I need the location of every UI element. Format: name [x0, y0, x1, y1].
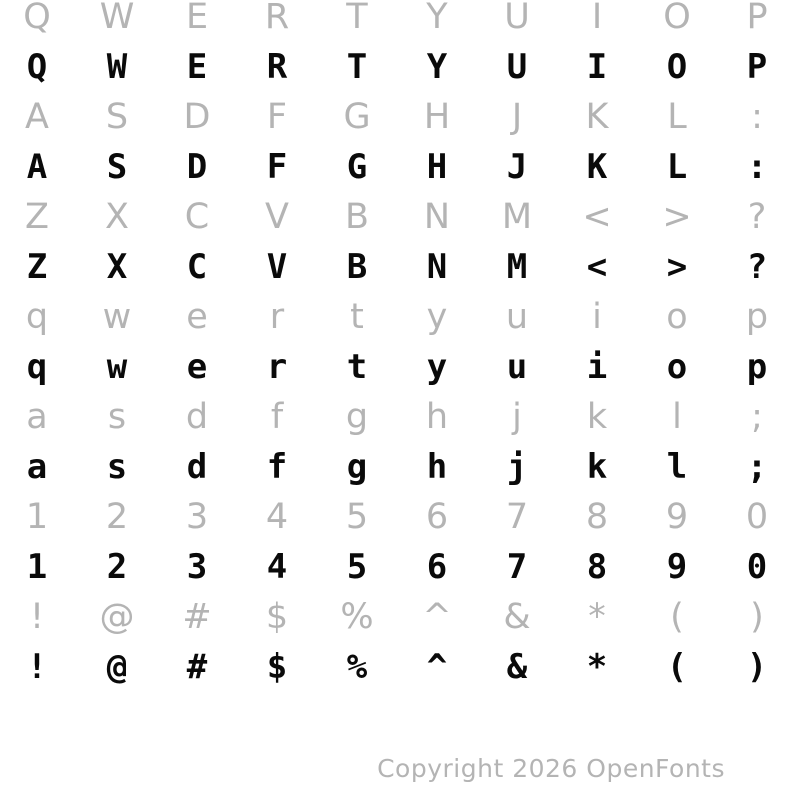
glyph-cell: T: [346, 47, 368, 87]
glyph-cell: f: [266, 447, 288, 487]
glyph-cell: C: [184, 197, 210, 237]
glyph-cell: E: [185, 0, 209, 37]
glyph-cell: ?: [747, 197, 767, 237]
glyph-cell: 2: [105, 497, 129, 537]
glyph-cell: d: [186, 447, 208, 487]
glyph-row-10-reference: [0, 492, 800, 542]
glyph-cell: P: [746, 47, 768, 87]
glyph-cell: 8: [586, 547, 608, 587]
glyph-row-5-preview: [0, 242, 800, 292]
glyph-cell: q: [25, 297, 49, 337]
glyph-cell: T: [346, 0, 368, 37]
glyph-cell: 1: [25, 497, 49, 537]
glyph-cell: #: [182, 597, 212, 637]
glyph-cell: j: [512, 397, 522, 437]
glyph-row-9-preview: [0, 442, 800, 492]
glyph-cell: $: [266, 647, 288, 687]
glyph-cell: y: [426, 347, 448, 387]
glyph-cell: Q: [26, 47, 48, 87]
glyph-cell: u: [505, 297, 529, 337]
glyph-cell: ;: [746, 447, 768, 487]
glyph-cell: ^: [426, 647, 448, 687]
glyph-cell: A: [25, 97, 49, 137]
glyph-cell: @: [99, 597, 135, 637]
glyph-cell: O: [666, 47, 688, 87]
glyph-cell: X: [106, 247, 128, 287]
glyph-cell: K: [586, 147, 608, 187]
glyph-cell: (: [670, 597, 684, 637]
glyph-cell: H: [426, 147, 448, 187]
glyph-cell: ?: [746, 247, 768, 287]
glyph-cell: d: [185, 397, 209, 437]
glyph-cell: J: [506, 147, 528, 187]
glyph-cell: s: [107, 397, 127, 437]
glyph-cell: #: [186, 647, 208, 687]
glyph-cell: h: [425, 397, 449, 437]
glyph-cell: O: [663, 0, 691, 37]
glyph-row-11-preview: [0, 542, 800, 592]
glyph-cell: ^: [422, 597, 452, 637]
glyph-cell: V: [266, 247, 288, 287]
glyph-cell: C: [186, 247, 208, 287]
glyph-cell: g: [346, 447, 368, 487]
glyph-cell: e: [186, 347, 208, 387]
glyph-cell: M: [506, 247, 528, 287]
glyph-cell: U: [504, 0, 530, 37]
glyph-cell: p: [745, 297, 769, 337]
glyph-cell: 0: [745, 497, 769, 537]
glyph-cell: (: [666, 647, 688, 687]
glyph-cell: ): [746, 647, 768, 687]
glyph-cell: Y: [426, 0, 448, 37]
glyph-row-0-reference: [0, 0, 800, 42]
glyph-cell: N: [423, 197, 451, 237]
glyph-cell: s: [106, 447, 128, 487]
glyph-row-7-preview: [0, 342, 800, 392]
glyph-cell: S: [105, 97, 129, 137]
glyph-cell: k: [586, 447, 608, 487]
glyph-cell: t: [350, 297, 364, 337]
glyph-cell: >: [662, 197, 692, 237]
glyph-cell: i: [586, 347, 608, 387]
glyph-cell: Q: [23, 0, 51, 37]
glyph-cell: L: [667, 97, 687, 137]
glyph-row-3-preview: [0, 142, 800, 192]
glyph-cell: i: [592, 297, 602, 337]
glyph-cell: B: [344, 197, 369, 237]
glyph-cell: I: [591, 0, 603, 37]
glyph-cell: ;: [751, 397, 763, 437]
glyph-cell: !: [26, 647, 48, 687]
glyph-cell: w: [106, 347, 128, 387]
glyph-cell: &: [503, 597, 531, 637]
glyph-cell: Z: [26, 247, 48, 287]
glyph-cell: F: [266, 147, 288, 187]
glyph-cell: g: [345, 397, 369, 437]
glyph-cell: L: [666, 147, 688, 187]
glyph-cell: Z: [25, 197, 49, 237]
glyph-cell: f: [270, 397, 284, 437]
glyph-cell: A: [26, 147, 48, 187]
glyph-cell: 9: [666, 547, 688, 587]
glyph-cell: <: [586, 247, 608, 287]
glyph-cell: W: [99, 0, 135, 37]
glyph-cell: R: [264, 0, 290, 37]
glyph-cell: *: [586, 647, 608, 687]
glyph-cell: G: [343, 97, 371, 137]
glyph-cell: D: [183, 97, 211, 137]
glyph-cell: w: [102, 297, 132, 337]
glyph-cell: J: [511, 97, 523, 137]
glyph-cell: 7: [505, 497, 529, 537]
glyph-cell: l: [672, 397, 682, 437]
glyph-cell: y: [426, 297, 448, 337]
glyph-cell: 6: [425, 497, 449, 537]
glyph-cell: >: [666, 247, 688, 287]
glyph-cell: 0: [746, 547, 768, 587]
glyph-row-2-reference: [0, 92, 800, 142]
glyph-cell: <: [582, 197, 612, 237]
glyph-cell: F: [266, 97, 288, 137]
glyph-cell: S: [106, 147, 128, 187]
glyph-cell: 7: [506, 547, 528, 587]
glyph-row-6-reference: [0, 292, 800, 342]
glyph-cell: p: [746, 347, 768, 387]
glyph-cell: V: [265, 197, 289, 237]
glyph-cell: %: [346, 647, 368, 687]
glyph-cell: o: [666, 347, 688, 387]
glyph-cell: @: [106, 647, 128, 687]
glyph-cell: k: [586, 397, 608, 437]
glyph-cell: q: [26, 347, 48, 387]
glyph-cell: 8: [585, 497, 609, 537]
glyph-cell: ): [750, 597, 764, 637]
glyph-row-1-preview: [0, 42, 800, 92]
glyph-cell: :: [751, 97, 763, 137]
glyph-cell: 5: [346, 547, 368, 587]
glyph-cell: !: [29, 597, 45, 637]
glyph-cell: G: [346, 147, 368, 187]
glyph-row-12-reference: [0, 592, 800, 642]
glyph-cell: E: [186, 47, 208, 87]
glyph-cell: u: [506, 347, 528, 387]
glyph-cell: 4: [266, 547, 288, 587]
glyph-row-8-reference: [0, 392, 800, 442]
glyph-cell: R: [266, 47, 288, 87]
glyph-cell: t: [346, 347, 368, 387]
glyph-cell: 2: [106, 547, 128, 587]
glyph-cell: 6: [426, 547, 448, 587]
glyph-cell: r: [266, 347, 288, 387]
glyph-cell: N: [426, 247, 448, 287]
glyph-cell: &: [506, 647, 528, 687]
glyph-row-4-reference: [0, 192, 800, 242]
glyph-cell: P: [746, 0, 768, 37]
glyph-cell: h: [426, 447, 448, 487]
glyph-cell: I: [586, 47, 608, 87]
glyph-cell: D: [186, 147, 208, 187]
glyph-cell: e: [186, 297, 208, 337]
glyph-cell: 3: [186, 547, 208, 587]
glyph-cell: 9: [665, 497, 689, 537]
glyph-cell: a: [26, 447, 48, 487]
glyph-cell: *: [588, 597, 606, 637]
glyph-cell: l: [666, 447, 688, 487]
glyph-cell: 4: [265, 497, 289, 537]
glyph-cell: $: [265, 597, 289, 637]
glyph-row-13-preview: [0, 642, 800, 692]
glyph-cell: H: [423, 97, 451, 137]
glyph-cell: M: [501, 197, 533, 237]
glyph-cell: %: [340, 597, 374, 637]
glyph-cell: K: [585, 97, 609, 137]
glyph-cell: U: [506, 47, 528, 87]
copyright-watermark: Copyright 2026 OpenFonts: [377, 754, 725, 783]
glyph-cell: 1: [26, 547, 48, 587]
glyph-cell: X: [105, 197, 129, 237]
glyph-cell: a: [26, 397, 48, 437]
glyph-cell: r: [269, 297, 285, 337]
glyph-cell: Y: [426, 47, 448, 87]
glyph-cell: B: [346, 247, 368, 287]
glyph-cell: :: [746, 147, 768, 187]
glyph-cell: 5: [345, 497, 369, 537]
glyph-cell: 3: [185, 497, 209, 537]
glyph-cell: j: [506, 447, 528, 487]
glyph-cell: o: [666, 297, 688, 337]
glyph-cell: W: [106, 47, 128, 87]
